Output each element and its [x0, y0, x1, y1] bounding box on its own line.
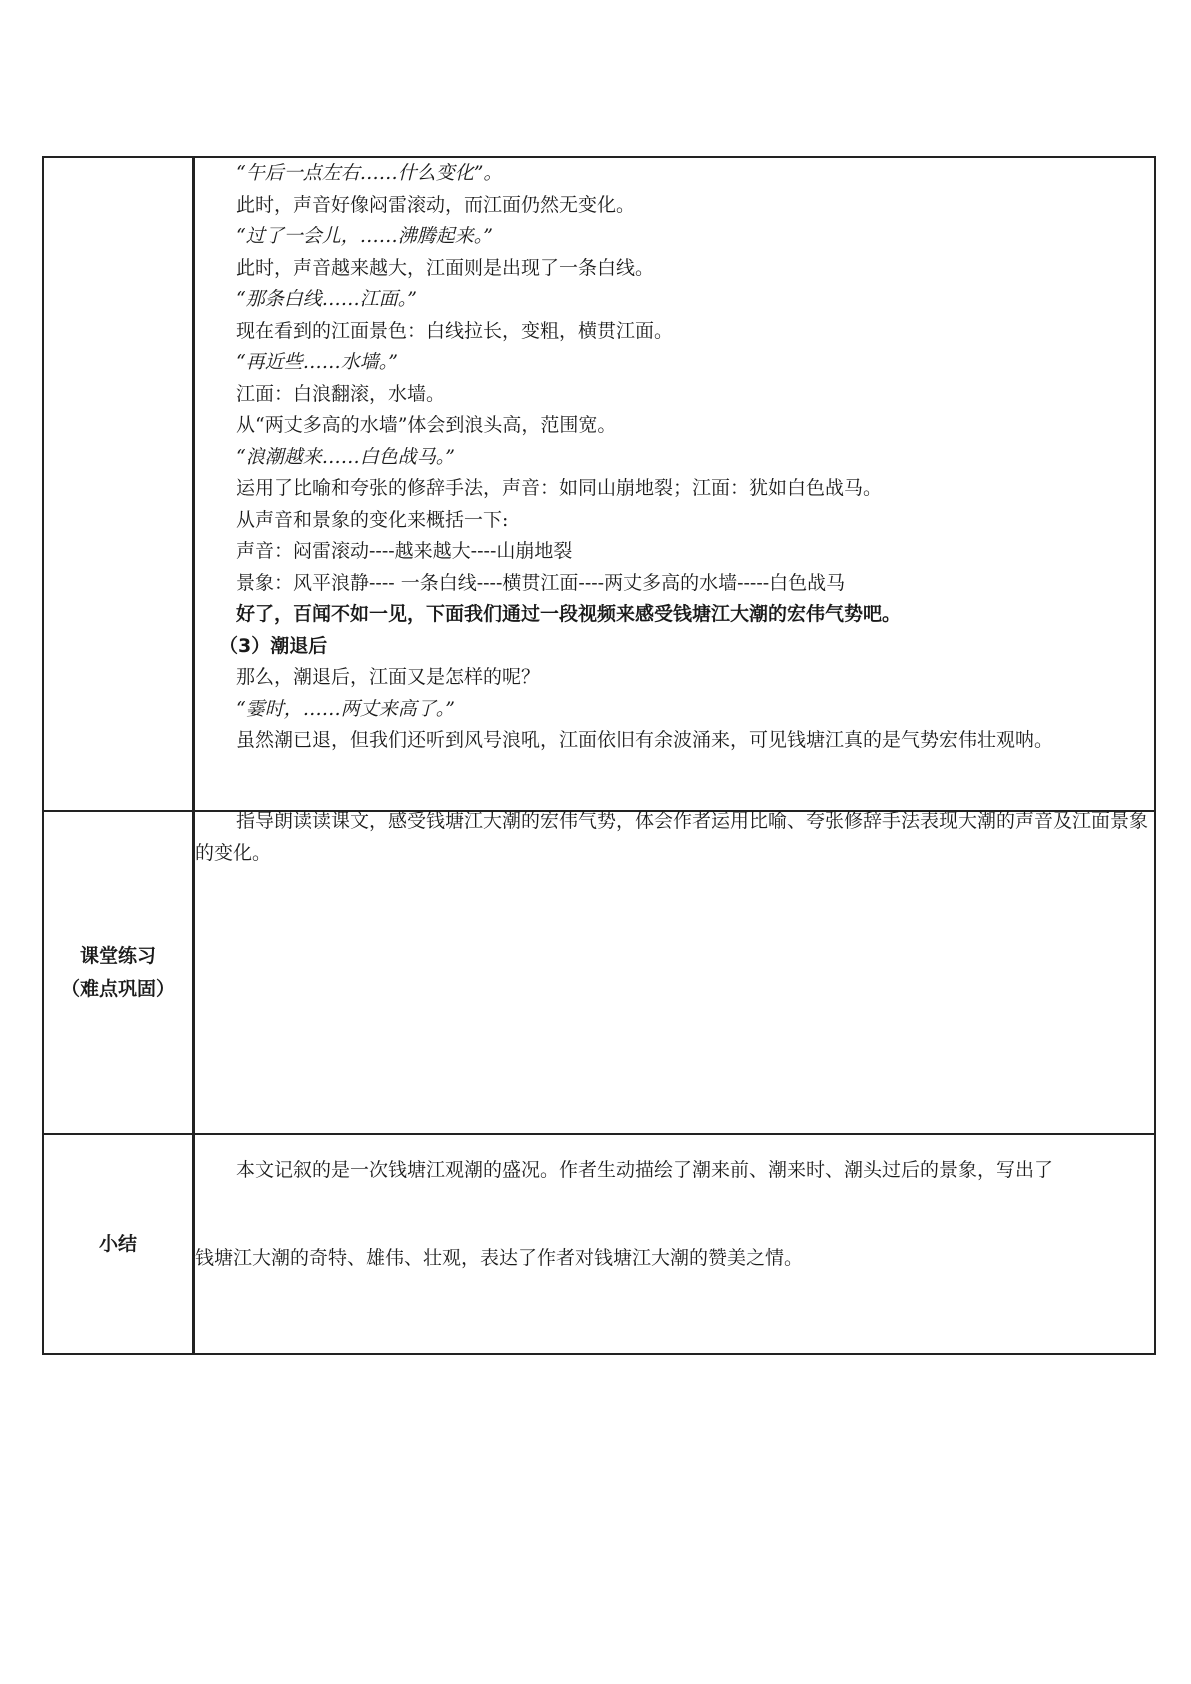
lesson-line: 此时，声音越来越大，江面则是出现了一条白线。 — [236, 256, 655, 279]
row-label-practice — [43, 811, 194, 1134]
practice-label-line1: 课堂练习 — [79, 944, 156, 967]
summary-gap — [195, 1187, 1154, 1243]
lesson-line: 那么，潮退后，江面又是怎样的呢？ — [236, 666, 541, 688]
table-row-practice — [43, 811, 1155, 1134]
lesson-line: 声音：闷雷滚动----越来越大----山崩地裂 — [236, 540, 573, 562]
lesson-lines — [195, 158, 1154, 725]
summary-content — [194, 1134, 1156, 1354]
row-label-summary: 小结 — [43, 1134, 194, 1354]
lesson-line: 从声音和景象的变化来概括一下: — [236, 508, 509, 531]
lesson-line: 从“两丈多高的水墙”体会到浪头高，范围宽。 — [236, 414, 617, 436]
closing-paragraph: 虽然潮已退，但我们还听到风号浪吼，江面依旧有余波涌来，可见钱塘江真的是气势宏伟壮观呐。 — [236, 729, 1054, 751]
lesson-line: （3）潮退后 — [219, 634, 328, 657]
lesson-line: “过了一会儿，……沸腾起来。” — [236, 225, 493, 247]
lesson-plan-table — [42, 156, 1156, 1355]
lesson-line: “再近些……水墙。” — [236, 351, 398, 373]
lesson-line: 景象：风平浪静---- 一条白线----横贯江面----两丈多高的水墙-----白色战马 — [236, 571, 846, 594]
lesson-process-content — [194, 157, 1156, 811]
practice-content — [194, 811, 1156, 1134]
lesson-line: “午后一点左右……什么变化”。 — [236, 162, 503, 184]
lesson-line: 此时，声音好像闷雷滚动，而江面仍然无变化。 — [236, 193, 636, 216]
summary-text-part1: 本文记叙的是一次钱塘江观潮的盛况。作者生动描绘了潮来前、潮来时、潮头过后的景象，写出了 — [236, 1159, 1054, 1181]
lesson-line: 江面：白浪翻滚，水墙。 — [236, 382, 446, 405]
lesson-line: 好了，百闻不如一见，下面我们通过一段视频来感受钱塘江大潮的宏伟气势吧。 — [236, 603, 902, 625]
lesson-line: “霎时，……两丈来高了。” — [236, 697, 455, 720]
lesson-line: “浪潮越来……白色战马。” — [236, 445, 455, 468]
lesson-line: 运用了比喻和夸张的修辞手法，声音：如同山崩地裂；江面：犹如白色战马。 — [236, 477, 883, 499]
summary-text-part2: 钱塘江大潮的奇特、雄伟、壮观，表达了作者对钱塘江大潮的赞美之情。 — [195, 1246, 804, 1269]
practice-label-line2: （难点巩固） — [60, 977, 175, 1000]
row-label-empty — [43, 157, 194, 811]
lesson-line: “那条白线……江面。” — [236, 288, 417, 310]
table-row-summary — [43, 1134, 1155, 1354]
lesson-line: 现在看到的江面景色：白线拉长，变粗，横贯江面。 — [236, 319, 674, 342]
practice-text: 指导朗读读课文，感受钱塘江大潮的宏伟气势，体会作者运用比喻、夸张修辞手法表现大潮的声音及江面景象的变化。 — [195, 810, 1149, 864]
table-row-lesson-process — [43, 157, 1155, 811]
